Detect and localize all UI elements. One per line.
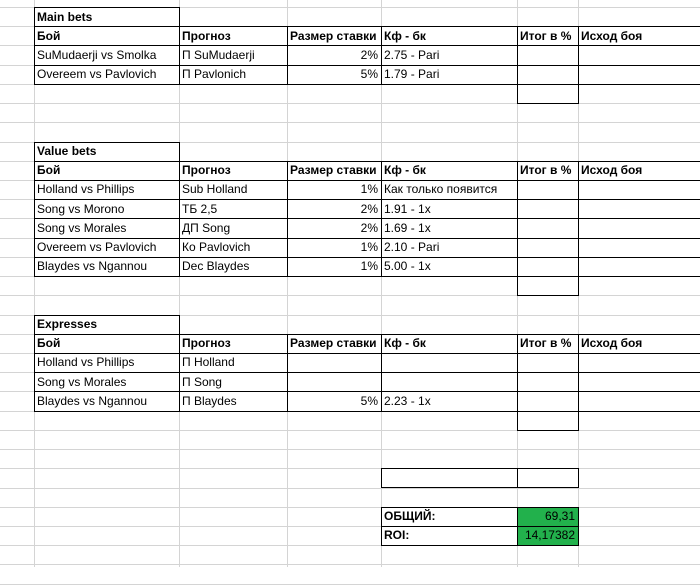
table-rule-v [287,26,288,84]
cell-forecast[interactable]: П Pavlonich [182,67,246,82]
header-result[interactable]: Итог в % [520,163,572,178]
table-rule-v [578,161,579,276]
table-rule-h [34,353,700,354]
total-label[interactable]: ОБЩИЙ: [384,509,436,524]
section-title[interactable]: Main bets [37,9,93,24]
cell-stake[interactable]: 2% [360,220,378,235]
header-stake[interactable]: Размер ставки [290,163,377,178]
header-odds[interactable]: Кф - бк [384,163,426,178]
roi-value[interactable]: 14,17382 [517,526,578,545]
cell-odds[interactable]: 5.00 - 1x [384,259,431,274]
table-rule-v [517,26,518,84]
cell-forecast[interactable]: П Song [182,374,222,389]
gridline-h [0,584,700,585]
header-odds[interactable]: Кф - бк [384,28,426,43]
table-rule-h [34,65,700,66]
cell-odds[interactable]: 2.23 - 1x [384,393,431,408]
table-rule-v [179,26,180,84]
gridline-h [0,564,700,565]
cell-fight[interactable]: Blaydes vs Ngannou [37,393,148,408]
cell-forecast[interactable]: П SuMudaerji [182,47,255,62]
table-rule-v [517,161,518,276]
cell-stake[interactable]: 5% [360,67,378,82]
cell-forecast[interactable]: П Blaydes [182,393,237,408]
cell-outcome[interactable] [578,219,700,238]
cell-outcome[interactable] [578,353,700,372]
gridline-h [0,545,700,546]
cell-outcome[interactable] [578,373,700,392]
gridline-h [0,122,700,123]
gridline-h [0,507,700,508]
cell-odds[interactable]: Как только появится [384,182,498,197]
gridline-v [287,0,288,567]
cell-fight[interactable]: Holland vs Phillips [37,182,135,197]
gridline-v [517,0,518,567]
cell-forecast[interactable]: П Holland [182,355,235,370]
table-rule-v [287,334,288,411]
cell-odds[interactable]: 1.69 - 1x [384,220,431,235]
result-summary-box [517,411,579,431]
header-forecast[interactable]: Прогноз [182,163,231,178]
cell-outcome[interactable] [578,392,700,411]
totals-divider [517,526,518,545]
header-fight[interactable]: Бой [37,28,61,43]
roi-label[interactable]: ROI: [384,528,410,543]
header-odds[interactable]: Кф - бк [384,336,426,351]
cell-odds[interactable]: 1.91 - 1x [384,201,431,216]
gridline-h [0,468,700,469]
header-forecast[interactable]: Прогноз [182,336,231,351]
gridline-v [578,0,579,567]
cell-result[interactable] [517,353,578,372]
cell-stake[interactable]: 1% [360,182,378,197]
empty-box-result [517,468,579,488]
cell-stake[interactable]: 5% [360,393,378,408]
table-rule-v [179,334,180,411]
header-fight[interactable]: Бой [37,163,61,178]
cell-result[interactable] [517,238,578,257]
cell-result[interactable] [517,65,578,84]
cell-fight[interactable]: Holland vs Phillips [37,355,135,370]
cell-stake[interactable]: 1% [360,240,378,255]
cell-stake[interactable] [287,373,381,392]
table-rule-h [34,180,700,181]
header-outcome[interactable]: Исход боя [581,336,643,351]
cell-stake[interactable]: 2% [360,201,378,216]
gridline-h [0,488,700,489]
header-stake[interactable]: Размер ставки [290,28,377,43]
section-title[interactable]: Expresses [37,317,98,332]
gridline-h [0,430,700,431]
gridline-h [0,449,700,450]
cell-stake[interactable] [287,353,381,372]
table-rule-h [34,238,700,239]
section-title[interactable]: Value bets [37,144,97,159]
cell-fight[interactable]: Overeem vs Pavlovich [37,67,157,82]
table-rule-h [34,372,700,373]
gridline-h [0,103,700,104]
cell-fight[interactable]: Song vs Morales [37,220,127,235]
table-rule-v [517,334,518,411]
cell-forecast[interactable]: Ко Pavlovich [182,240,251,255]
cell-outcome[interactable] [578,238,700,257]
cell-odds[interactable] [381,353,517,372]
header-result[interactable]: Итог в % [520,28,572,43]
empty-box-odds [381,468,518,488]
cell-outcome[interactable] [578,65,700,84]
cell-result[interactable] [517,257,578,276]
header-result[interactable]: Итог в % [520,336,572,351]
cell-result[interactable] [517,200,578,219]
cell-fight[interactable]: SuMudaerji vs Smolka [37,47,157,62]
cell-forecast[interactable]: ДП Song [182,220,231,235]
cell-fight[interactable]: Song vs Morales [37,374,127,389]
table-rule-h [34,218,700,219]
cell-result[interactable] [517,180,578,199]
gridline-h [0,526,700,527]
header-stake[interactable]: Размер ставки [290,336,377,351]
gridline-h [0,295,700,296]
cell-outcome[interactable] [578,257,700,276]
cell-forecast[interactable]: Sub Holland [182,182,248,197]
result-summary-box [517,84,579,104]
table-rule-h [34,257,700,258]
table-rule-v [179,161,180,276]
gridline-v [179,0,180,567]
cell-odds[interactable]: 2.75 - Pari [384,47,440,62]
header-forecast[interactable]: Прогноз [182,28,231,43]
cell-outcome[interactable] [578,180,700,199]
cell-outcome[interactable] [578,46,700,65]
table-rule-h [34,391,700,392]
cell-stake[interactable]: 1% [360,259,378,274]
cell-result[interactable] [517,219,578,238]
totals-divider [517,507,518,526]
cell-fight[interactable]: Blaydes vs Ngannou [37,259,148,274]
cell-odds[interactable] [381,373,517,392]
gridline-v [381,0,382,567]
total-value[interactable]: 69,31 [517,507,578,526]
gridline-v [34,0,35,567]
cell-odds[interactable]: 2.10 - Pari [384,240,440,255]
cell-fight[interactable]: Overeem vs Pavlovich [37,240,157,255]
cell-result[interactable] [517,373,578,392]
result-summary-box [517,276,579,296]
table-rule-v [578,26,579,84]
cell-result[interactable] [517,392,578,411]
cell-fight[interactable]: Song vs Morono [37,201,125,216]
table-rule-v [381,334,382,411]
table-rule-v [287,161,288,276]
table-rule-v [381,161,382,276]
header-fight[interactable]: Бой [37,336,61,351]
table-rule-v [578,334,579,411]
header-outcome[interactable]: Исход боя [581,28,643,43]
cell-stake[interactable]: 2% [360,47,378,62]
cell-result[interactable] [517,46,578,65]
cell-outcome[interactable] [578,200,700,219]
table-rule-h [34,45,700,46]
table-rule-v [381,26,382,84]
cell-forecast[interactable]: Dec Blaydes [182,259,250,274]
header-outcome[interactable]: Исход боя [581,163,643,178]
cell-odds[interactable]: 1.79 - Pari [384,67,440,82]
table-rule-h [34,199,700,200]
cell-forecast[interactable]: ТБ 2,5 [182,201,218,216]
